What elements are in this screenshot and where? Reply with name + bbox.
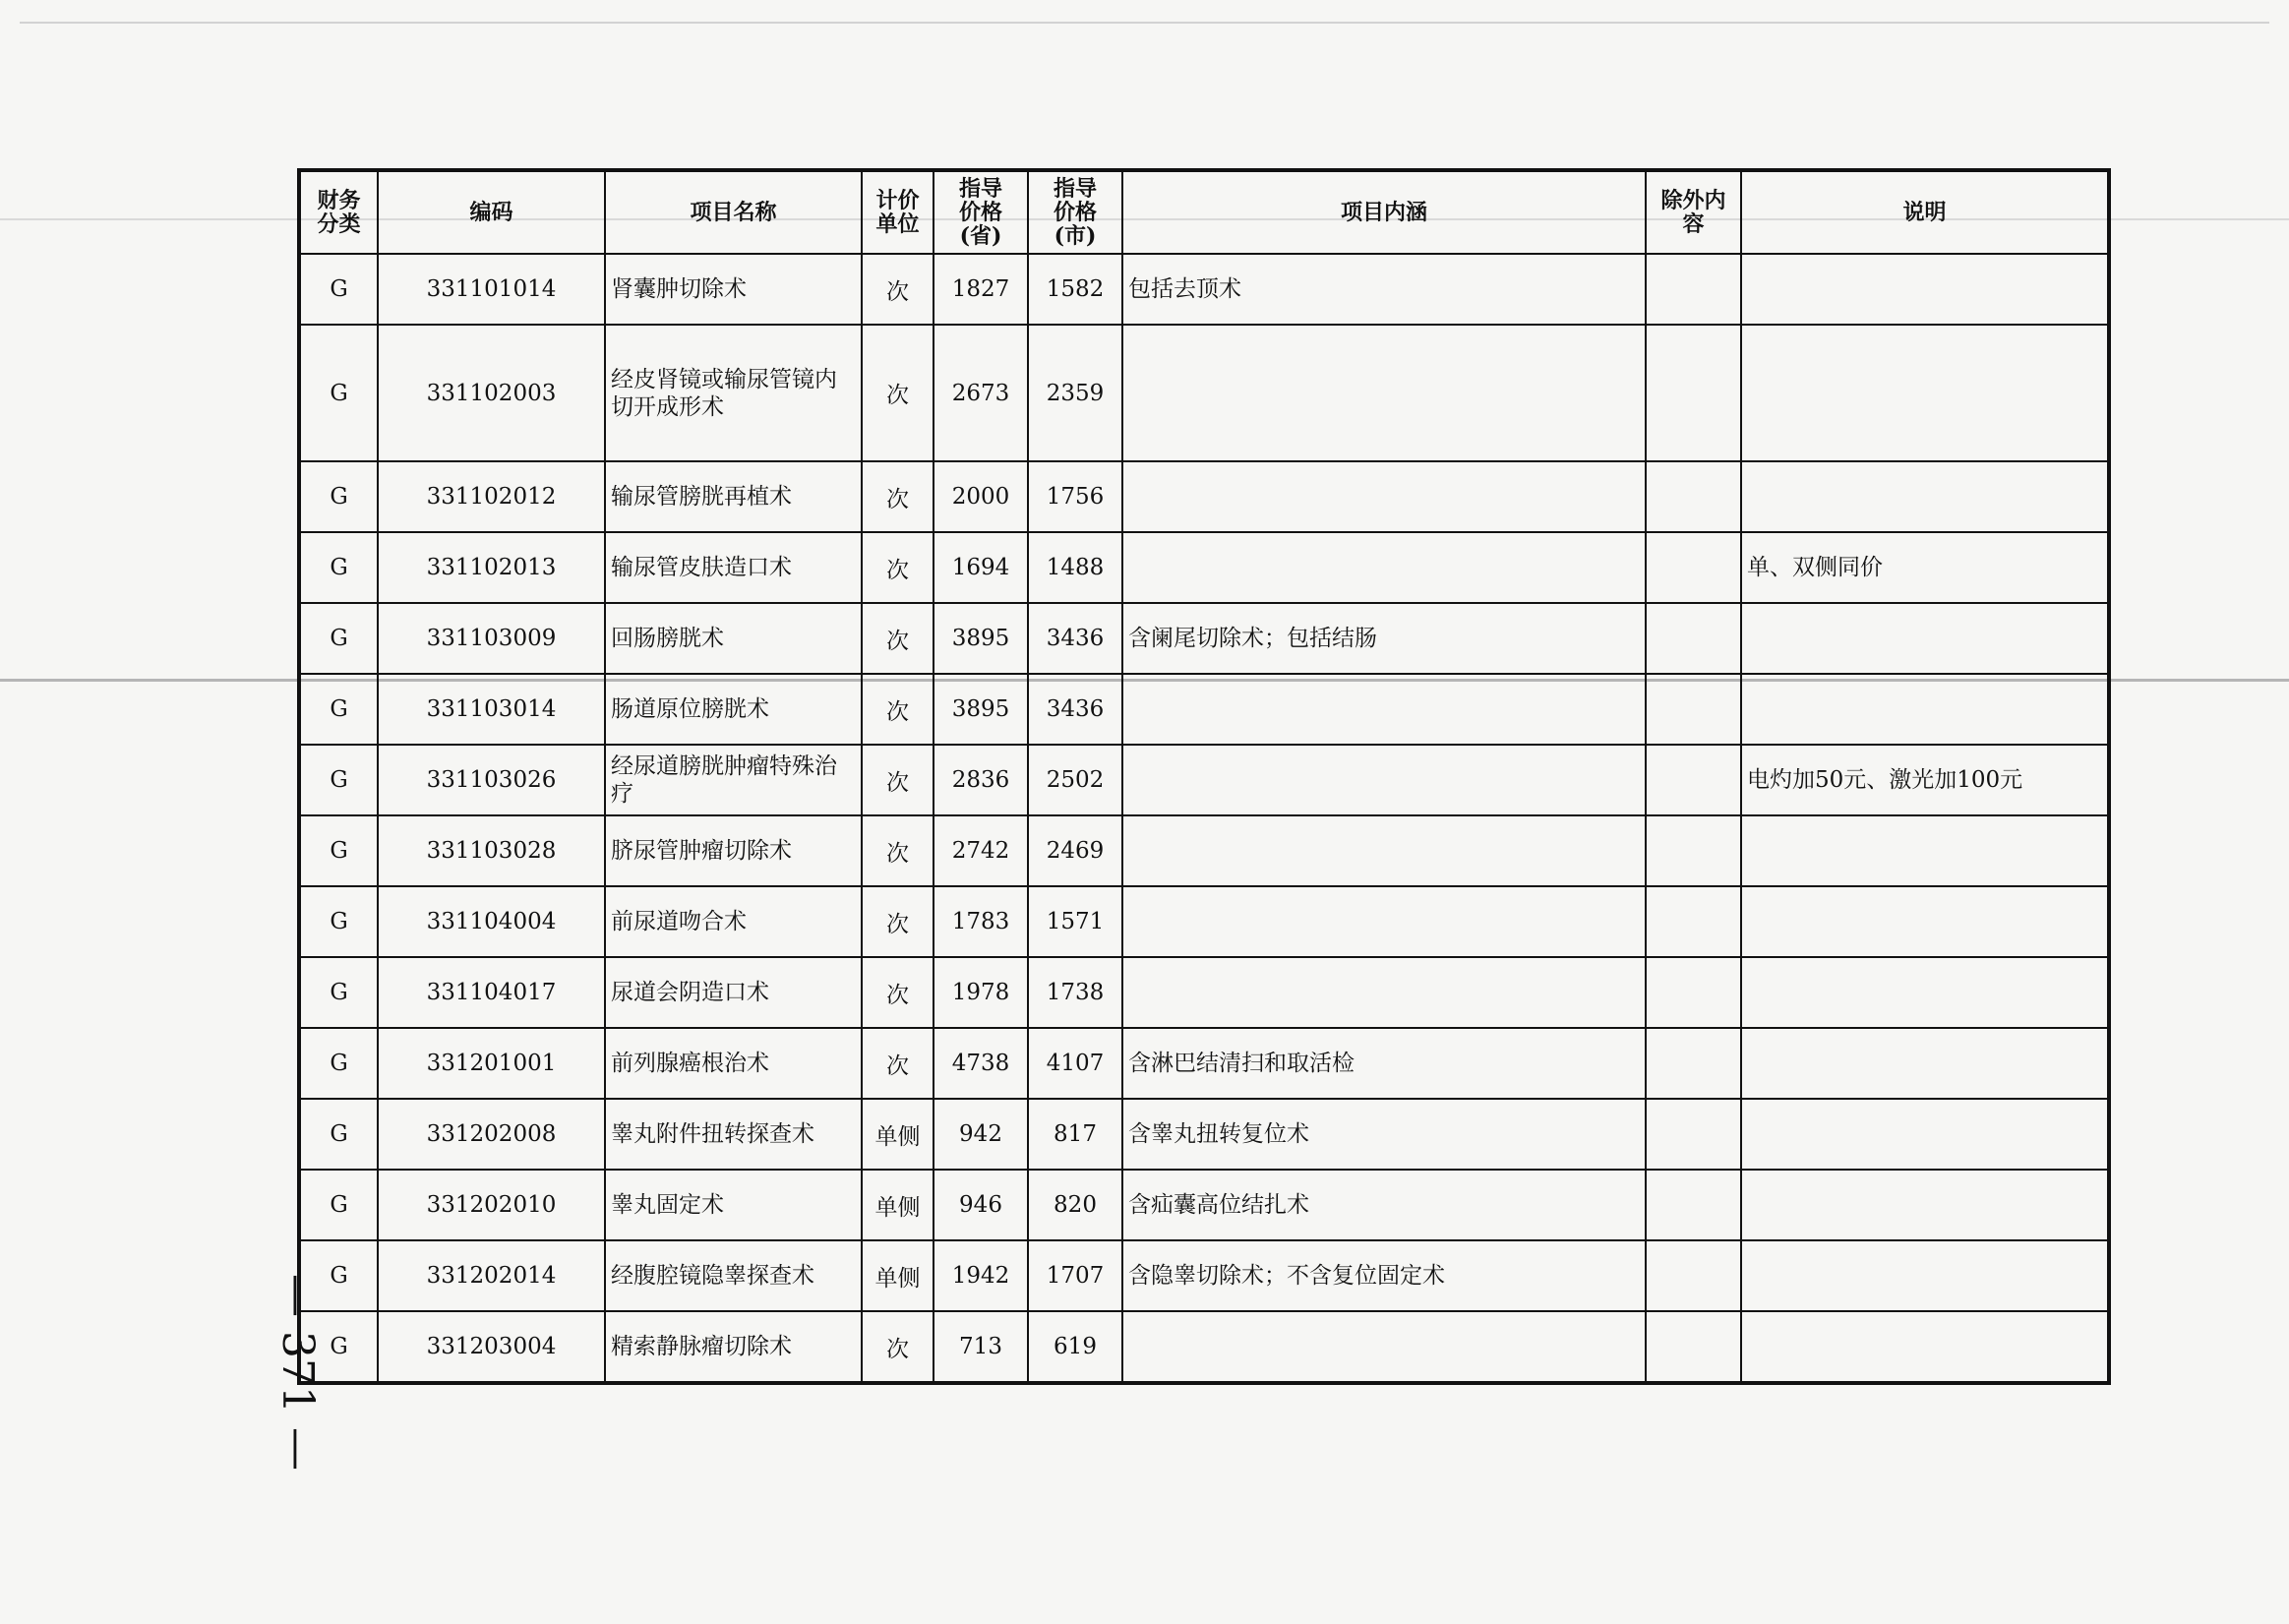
- price-table: [297, 168, 2111, 1385]
- cell-category: G: [299, 461, 378, 532]
- cell-price-city: 1488: [1028, 532, 1122, 603]
- cell-note: [1741, 1170, 2109, 1240]
- cell-name: 经皮肾镜或输尿管镜内切开成形术: [605, 325, 862, 461]
- cell-category: G: [299, 745, 378, 815]
- cell-code: 331103014: [378, 674, 605, 745]
- cell-price-city: 820: [1028, 1170, 1122, 1240]
- cell-name: 精索静脉瘤切除术: [605, 1311, 862, 1383]
- cell-code: 331203004: [378, 1311, 605, 1383]
- header-code: 编码: [378, 170, 605, 254]
- cell-price-city: 3436: [1028, 674, 1122, 745]
- cell-price-province: 3895: [934, 603, 1028, 674]
- page-number: — 371 —: [272, 1274, 323, 1471]
- cell-code: 331104017: [378, 957, 605, 1028]
- cell-exclusion: [1646, 957, 1741, 1028]
- table-row: [299, 1028, 2109, 1099]
- cell-exclusion: [1646, 815, 1741, 886]
- table-row: [299, 957, 2109, 1028]
- cell-unit: 次: [862, 886, 934, 957]
- cell-price-city: 2359: [1028, 325, 1122, 461]
- cell-category: G: [299, 1170, 378, 1240]
- cell-price-province: 2000: [934, 461, 1028, 532]
- cell-price-city: 619: [1028, 1311, 1122, 1383]
- cell-name: 经腹腔镜隐睾探查术: [605, 1240, 862, 1311]
- cell-category: G: [299, 1240, 378, 1311]
- table-header-row: [299, 170, 2109, 254]
- cell-code: 331102013: [378, 532, 605, 603]
- cell-price-province: 2742: [934, 815, 1028, 886]
- cell-content: 含淋巴结清扫和取活检: [1122, 1028, 1646, 1099]
- cell-name: 输尿管膀胱再植术: [605, 461, 862, 532]
- table-row: [299, 815, 2109, 886]
- cell-exclusion: [1646, 745, 1741, 815]
- cell-unit: 次: [862, 815, 934, 886]
- cell-price-province: 713: [934, 1311, 1028, 1383]
- cell-unit: 次: [862, 674, 934, 745]
- cell-content: [1122, 745, 1646, 815]
- cell-note: [1741, 674, 2109, 745]
- cell-category: G: [299, 1311, 378, 1383]
- cell-name: 输尿管皮肤造口术: [605, 532, 862, 603]
- cell-price-city: 3436: [1028, 603, 1122, 674]
- table-row: [299, 532, 2109, 603]
- cell-note: [1741, 1311, 2109, 1383]
- cell-code: 331202014: [378, 1240, 605, 1311]
- cell-price-province: 1827: [934, 254, 1028, 325]
- cell-note: [1741, 325, 2109, 461]
- header-category: 财务 分类: [299, 170, 378, 254]
- cell-name: 脐尿管肿瘤切除术: [605, 815, 862, 886]
- cell-unit: 次: [862, 1311, 934, 1383]
- table-row: [299, 674, 2109, 745]
- cell-code: 331202010: [378, 1170, 605, 1240]
- cell-code: 331201001: [378, 1028, 605, 1099]
- cell-exclusion: [1646, 674, 1741, 745]
- cell-code: 331104004: [378, 886, 605, 957]
- cell-code: 331202008: [378, 1099, 605, 1170]
- table-body: [299, 254, 2109, 1383]
- cell-price-province: 4738: [934, 1028, 1028, 1099]
- cell-exclusion: [1646, 1311, 1741, 1383]
- cell-code: 331102003: [378, 325, 605, 461]
- cell-unit: 次: [862, 957, 934, 1028]
- cell-unit: 单侧: [862, 1170, 934, 1240]
- cell-content: [1122, 886, 1646, 957]
- table-row: [299, 1311, 2109, 1383]
- cell-price-province: 942: [934, 1099, 1028, 1170]
- price-table-container: [297, 168, 2111, 1385]
- cell-content: 含疝囊高位结扎术: [1122, 1170, 1646, 1240]
- header-content: 项目内涵: [1122, 170, 1646, 254]
- cell-category: G: [299, 886, 378, 957]
- cell-price-province: 1978: [934, 957, 1028, 1028]
- table-row: [299, 886, 2109, 957]
- cell-name: 回肠膀胱术: [605, 603, 862, 674]
- header-unit: 计价 单位: [862, 170, 934, 254]
- header-note: 说明: [1741, 170, 2109, 254]
- table-row: [299, 325, 2109, 461]
- cell-note: [1741, 957, 2109, 1028]
- cell-name: 经尿道膀胱肿瘤特殊治疗: [605, 745, 862, 815]
- cell-unit: 次: [862, 325, 934, 461]
- scan-artifact-line: [20, 22, 2269, 24]
- cell-unit: 单侧: [862, 1240, 934, 1311]
- cell-category: G: [299, 957, 378, 1028]
- cell-category: G: [299, 1099, 378, 1170]
- cell-unit: 次: [862, 254, 934, 325]
- cell-note: [1741, 1240, 2109, 1311]
- cell-content: [1122, 325, 1646, 461]
- cell-code: 331101014: [378, 254, 605, 325]
- header-exclusion: 除外内 容: [1646, 170, 1741, 254]
- cell-content: 包括去顶术: [1122, 254, 1646, 325]
- cell-note: 单、双侧同价: [1741, 532, 2109, 603]
- cell-note: [1741, 815, 2109, 886]
- cell-name: 肾囊肿切除术: [605, 254, 862, 325]
- cell-price-city: 1738: [1028, 957, 1122, 1028]
- table-row: [299, 603, 2109, 674]
- header-price-province: 指导 价格 (省): [934, 170, 1028, 254]
- cell-content: 含隐睾切除术；不含复位固定术: [1122, 1240, 1646, 1311]
- cell-price-city: 1756: [1028, 461, 1122, 532]
- cell-price-city: 2502: [1028, 745, 1122, 815]
- cell-content: [1122, 461, 1646, 532]
- cell-price-province: 1942: [934, 1240, 1028, 1311]
- cell-content: 含阑尾切除术；包括结肠: [1122, 603, 1646, 674]
- cell-content: [1122, 815, 1646, 886]
- cell-note: [1741, 1099, 2109, 1170]
- cell-exclusion: [1646, 532, 1741, 603]
- cell-name: 睾丸固定术: [605, 1170, 862, 1240]
- cell-exclusion: [1646, 1099, 1741, 1170]
- cell-category: G: [299, 325, 378, 461]
- cell-price-province: 2836: [934, 745, 1028, 815]
- cell-note: [1741, 603, 2109, 674]
- cell-note: [1741, 1028, 2109, 1099]
- cell-exclusion: [1646, 325, 1741, 461]
- cell-price-province: 1783: [934, 886, 1028, 957]
- cell-unit: 次: [862, 1028, 934, 1099]
- cell-code: 331102012: [378, 461, 605, 532]
- cell-note: [1741, 461, 2109, 532]
- cell-name: 前列腺癌根治术: [605, 1028, 862, 1099]
- header-price-city: 指导 价格 (市): [1028, 170, 1122, 254]
- table-row: [299, 461, 2109, 532]
- cell-note: [1741, 254, 2109, 325]
- cell-name: 睾丸附件扭转探查术: [605, 1099, 862, 1170]
- cell-price-city: 1571: [1028, 886, 1122, 957]
- cell-price-city: 817: [1028, 1099, 1122, 1170]
- cell-content: 含睾丸扭转复位术: [1122, 1099, 1646, 1170]
- cell-category: G: [299, 254, 378, 325]
- cell-price-city: 2469: [1028, 815, 1122, 886]
- cell-category: G: [299, 1028, 378, 1099]
- cell-unit: 次: [862, 461, 934, 532]
- cell-exclusion: [1646, 886, 1741, 957]
- cell-price-province: 2673: [934, 325, 1028, 461]
- cell-category: G: [299, 532, 378, 603]
- cell-code: 331103028: [378, 815, 605, 886]
- table-row: [299, 745, 2109, 815]
- cell-code: 331103009: [378, 603, 605, 674]
- cell-exclusion: [1646, 254, 1741, 325]
- cell-price-province: 3895: [934, 674, 1028, 745]
- cell-name: 肠道原位膀胱术: [605, 674, 862, 745]
- cell-price-province: 946: [934, 1170, 1028, 1240]
- cell-price-city: 1707: [1028, 1240, 1122, 1311]
- cell-content: [1122, 674, 1646, 745]
- cell-exclusion: [1646, 1028, 1741, 1099]
- table-row: [299, 1170, 2109, 1240]
- cell-content: [1122, 957, 1646, 1028]
- cell-exclusion: [1646, 1170, 1741, 1240]
- cell-exclusion: [1646, 1240, 1741, 1311]
- cell-price-city: 4107: [1028, 1028, 1122, 1099]
- cell-price-province: 1694: [934, 532, 1028, 603]
- cell-exclusion: [1646, 461, 1741, 532]
- table-row: [299, 1099, 2109, 1170]
- cell-note: [1741, 886, 2109, 957]
- cell-content: [1122, 1311, 1646, 1383]
- header-name: 项目名称: [605, 170, 862, 254]
- cell-code: 331103026: [378, 745, 605, 815]
- cell-unit: 次: [862, 745, 934, 815]
- cell-price-city: 1582: [1028, 254, 1122, 325]
- cell-category: G: [299, 603, 378, 674]
- cell-name: 前尿道吻合术: [605, 886, 862, 957]
- cell-exclusion: [1646, 603, 1741, 674]
- cell-unit: 单侧: [862, 1099, 934, 1170]
- cell-unit: 次: [862, 603, 934, 674]
- cell-category: G: [299, 815, 378, 886]
- cell-unit: 次: [862, 532, 934, 603]
- cell-note: 电灼加50元、激光加100元: [1741, 745, 2109, 815]
- cell-category: G: [299, 674, 378, 745]
- cell-content: [1122, 532, 1646, 603]
- table-row: [299, 254, 2109, 325]
- cell-name: 尿道会阴造口术: [605, 957, 862, 1028]
- table-row: [299, 1240, 2109, 1311]
